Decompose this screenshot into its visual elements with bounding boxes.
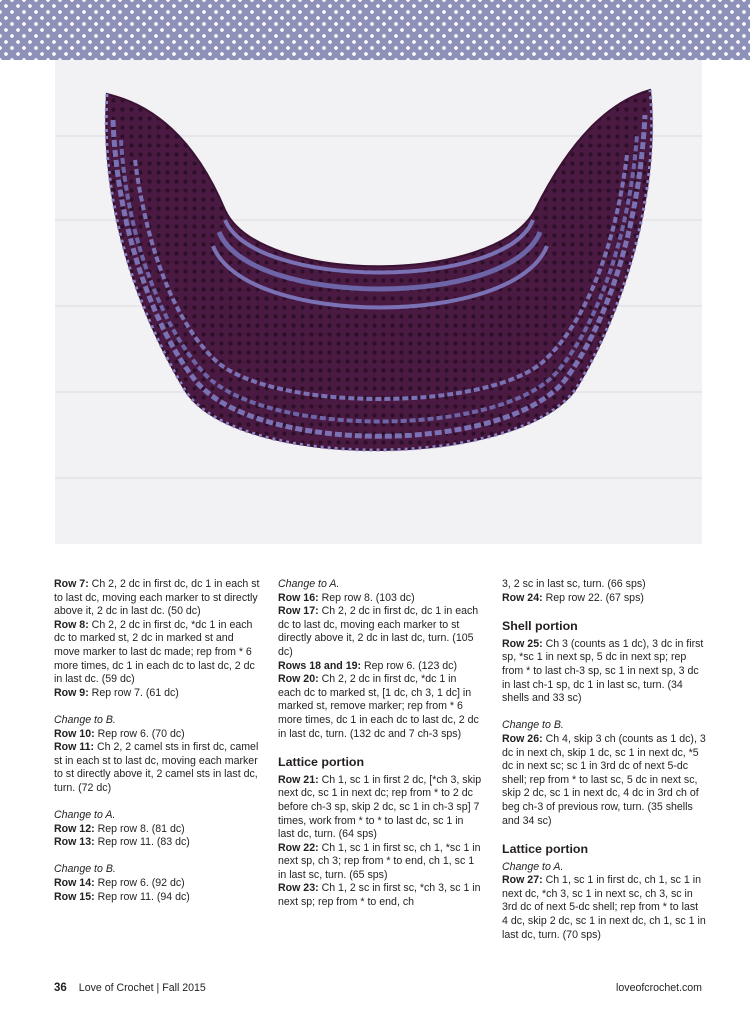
color-change-note: Change to A. [278, 578, 340, 590]
row-15 [54, 891, 260, 905]
page-footer [54, 980, 702, 996]
row-label: Row 27: [502, 874, 543, 887]
polka-dot-banner [0, 0, 750, 60]
row-12 [54, 823, 260, 837]
row-label: Row 17: [278, 605, 319, 618]
color-change-note: Change to B. [502, 719, 564, 732]
row-20 [278, 673, 482, 741]
row-label: Row 16: [278, 591, 319, 604]
row-label: Row 8: [54, 618, 89, 631]
section-heading: Lattice portion [278, 754, 365, 769]
row-label: Row 22: [278, 841, 319, 854]
row-11 [54, 741, 260, 795]
row-text: Rep row 6. (70 dc) [94, 727, 185, 740]
row-text: Ch 2, 2 dc in first dc, *dc 1 in each dc to marked st, 2 dc in marked st and move marker to last dc made; rep from * 6 more times, dc 1 in each dc to last dc, 2 dc in last dc. (59 dc) [54, 618, 255, 686]
row-label: Row 21: [278, 773, 319, 786]
row-label: Rows 18 and 19: [278, 659, 362, 672]
row-text: Ch 2, 2 dc in first dc, *dc 1 in each dc to marked st, [1 dc, ch 3, 1 dc] in marked st, remove marker; rep from * 6 more times, dc 1 in each dc to last dc, 2 dc in last dc, turn. (132 dc and 7 ch-3 sps) [278, 673, 479, 740]
row-25 [502, 638, 706, 706]
row-text: Rep row 8. (103 dc) [318, 591, 415, 604]
row-8 [54, 619, 260, 687]
row-text: Ch 1, sc 1 in first sc, ch 1, *sc 1 in next sp, ch 3; rep from * to end, ch 1, sc 1 in last sc, turn. (65 sps) [278, 841, 481, 881]
row-16 [278, 592, 482, 606]
row-label: Row 11: [54, 741, 95, 754]
rows-18-19 [278, 660, 482, 674]
instructions-column-2 [278, 578, 482, 910]
row-23-continued: 3, 2 sc in last sc, turn. (66 sps) [502, 578, 646, 590]
row-label: Row 20: [278, 673, 319, 686]
row-text: Ch 2, 2 dc in first dc, dc 1 in each st to last dc, moving each marker to st directly above it, 2 dc in last dc. (50 dc) [54, 578, 260, 618]
row-label: Row 12: [54, 822, 95, 835]
row-13 [54, 836, 260, 850]
section-heading: Lattice portion [502, 841, 589, 856]
color-change-note: Change to B. [54, 863, 116, 876]
row-text: Ch 4, skip 3 ch (counts as 1 dc), 3 dc in next ch, skip 1 dc, sc 1 in next dc, *5 dc in next sc; sc 1 in 3rd dc of next 5-dc shell; rep from * to last sc, 5 dc in next sc, skip 2 dc, sc 1 in next dc, 4 dc in 3rd ch of beg ch-3 of previous row, turn. (35 shells and 34 sc) [502, 732, 706, 827]
row-text: Ch 1, 2 sc in first sc, *ch 3, sc 1 in next sp; rep from * to end, ch [278, 882, 481, 909]
row-24 [502, 592, 706, 606]
row-14 [54, 877, 260, 891]
color-change-note: Change to A. [54, 809, 116, 822]
color-change-note: Change to A. [502, 860, 564, 873]
magazine-name: Love of Crochet [78, 982, 154, 994]
website-link[interactable]: loveofcrochet.com [616, 982, 702, 994]
row-label: Row 26: [502, 732, 543, 745]
row-27 [502, 874, 706, 942]
row-label: Row 9: [54, 686, 89, 699]
row-text: Rep row 6. (123 dc) [361, 659, 457, 672]
row-label: Row 25: [502, 637, 543, 650]
row-text: Rep row 22. (67 sps) [542, 591, 644, 604]
row-text: Rep row 6. (92 dc) [94, 877, 185, 890]
row-label: Row 15: [54, 890, 95, 903]
row-text: Rep row 11. (83 dc) [94, 836, 190, 849]
row-21 [278, 774, 482, 842]
instructions-column-1 [54, 578, 260, 904]
row-9 [54, 687, 260, 701]
row-label: Row 7: [54, 578, 89, 590]
row-text: Ch 1, sc 1 in first dc, ch 1, sc 1 in next dc, *ch 3, sc 1 in next sc, ch 3, sc in 3rd dc of next 5-dc shell; rep from * to last 4 dc, skip 2 dc, sc 1 in next dc, ch 1, sc 1 in last dc, turn. (70 sps) [502, 874, 706, 941]
issue-label: | Fall 2015 [153, 982, 206, 994]
row-text: Rep row 7. (61 dc) [88, 686, 179, 699]
row-22 [278, 842, 482, 883]
row-label: Row 13: [54, 836, 95, 849]
row-label: Row 23: [278, 882, 319, 895]
row-label: Row 10: [54, 727, 95, 740]
row-text: Rep row 8. (81 dc) [94, 822, 185, 835]
row-7 [54, 578, 260, 619]
row-text: Rep row 11. (94 dc) [94, 890, 190, 903]
row-text: Ch 2, 2 dc in first dc, dc 1 in each dc to last dc, moving each marker to st directly above it, 2 dc in last dc, turn. (105 dc) [278, 605, 479, 658]
shawl-photo [55, 60, 702, 544]
page-number: 36 [54, 982, 67, 994]
row-text: Ch 1, sc 1 in first 2 dc, [*ch 3, skip next dc, sc 1 in next dc; rep from * to 2 dc before ch-3 sp, skip 2 dc, sc 1 in ch-3 sp] 7 times, work from * to * to last dc, sc 1 in last dc, turn. (64 sps) [278, 773, 482, 841]
row-17 [278, 605, 482, 659]
row-26 [502, 733, 706, 828]
row-text: Ch 3 (counts as 1 dc), 3 dc in first sp, *sc 1 in next sp, 5 dc in next sp; rep from * to last ch-3 sp, sc 1 in next sp, 3 dc in last ch-1 sp, dc 1 in last sc, turn. (34 shells and 33 sc) [502, 637, 704, 705]
color-change-note: Change to B. [54, 713, 116, 726]
row-label: Row 14: [54, 877, 95, 890]
row-10 [54, 728, 260, 742]
instructions-column-3 [502, 578, 706, 942]
row-23 [278, 882, 482, 909]
section-heading: Shell portion [502, 618, 578, 633]
shawl-illustration [55, 60, 702, 544]
row-text: Ch 2, 2 camel sts in first dc, camel st in each st to last dc, moving each marker to st directly above it, 2 camel sts in last dc, turn. (72 dc) [54, 741, 259, 794]
row-label: Row 24: [502, 591, 543, 604]
